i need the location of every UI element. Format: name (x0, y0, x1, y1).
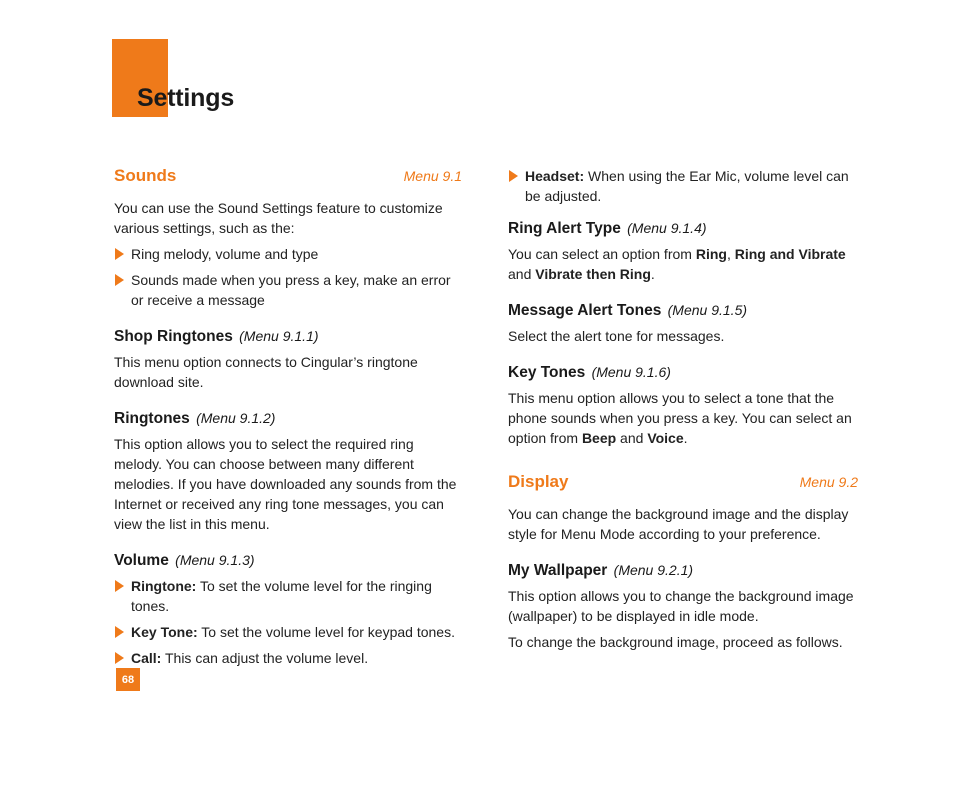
my-wallpaper-text-2: To change the background image, proceed as follows. (508, 634, 843, 650)
shop-ringtones-heading (114, 328, 462, 346)
key-tones-menu-ref: (Menu 9.1.6) (591, 364, 671, 380)
key-tones-heading (508, 364, 858, 382)
list-item (508, 166, 858, 206)
ringtones-heading (114, 410, 462, 428)
display-text: You can change the background image and the display style for Menu Mode according to your preference. (508, 506, 849, 542)
volume-heading (114, 552, 462, 570)
option-ring-and-vibrate: Ring and Vibrate (734, 246, 846, 262)
bullet-arrow-icon (115, 652, 124, 664)
headset-label: Headset: (525, 168, 585, 184)
message-alert-tones-title: Message Alert Tones (508, 302, 662, 319)
option-vibrate-then-ring: Vibrate then Ring (535, 266, 651, 282)
page-title: Settings (137, 84, 235, 112)
ring-alert-type-text (508, 244, 858, 284)
shop-ringtones-text: This menu option connects to Cingular’s ringtone download site. (114, 354, 418, 390)
list-item (114, 622, 462, 642)
ringtone-text: To set the volume level for the ringing tones. (131, 578, 432, 614)
bullet-arrow-icon (115, 626, 124, 638)
option-beep: Beep (581, 430, 617, 446)
my-wallpaper-title: My Wallpaper (508, 562, 608, 579)
key-tones-title: Key Tones (508, 364, 586, 381)
my-wallpaper-menu-ref: (Menu 9.2.1) (613, 562, 694, 578)
volume-title: Volume (114, 552, 169, 569)
ring-alert-type-menu-ref: (Menu 9.1.4) (627, 220, 707, 236)
sounds-section-header (114, 166, 462, 186)
message-alert-tones-heading (508, 302, 858, 320)
option-ring: Ring (695, 246, 727, 262)
list-item (114, 270, 462, 310)
shop-ringtones-title: Shop Ringtones (114, 328, 233, 345)
option-voice: Voice (647, 430, 684, 446)
sounds-menu-ref: Menu 9.1 (403, 168, 462, 184)
period: . (683, 430, 688, 446)
bullet-arrow-icon (115, 248, 124, 260)
separator: and (616, 430, 648, 446)
key-tones-lead: This menu option allows you to select a tone that the phone sounds when you press a key. You can select an option from (508, 390, 852, 446)
display-menu-ref: Menu 9.2 (799, 474, 858, 490)
key-tone-label: Key Tone: (131, 624, 198, 640)
right-column (508, 166, 858, 658)
display-title: Display (508, 472, 569, 491)
key-tone-text: To set the volume level for keypad tones. (197, 624, 455, 640)
shop-ringtones-menu-ref: (Menu 9.1.1) (239, 328, 319, 344)
ringtones-menu-ref: (Menu 9.1.2) (196, 410, 276, 426)
ring-alert-type-lead: You can select an option from (508, 246, 696, 262)
period: . (650, 266, 655, 282)
my-wallpaper-text-1: This option allows you to change the background image (wallpaper) to be displayed in idle mode. (508, 588, 854, 624)
list-item (114, 244, 462, 264)
ringtone-label: Ringtone: (131, 578, 197, 594)
ringtones-title: Ringtones (114, 410, 190, 427)
list-item (114, 576, 462, 616)
sounds-intro: You can use the Sound Settings feature to customize various settings, such as the: (114, 200, 443, 236)
bullet-text: Sounds made when you press a key, make an error or receive a message (131, 272, 451, 308)
sounds-title: Sounds (114, 166, 177, 185)
message-alert-tones-text: Select the alert tone for messages. (508, 328, 725, 344)
bullet-arrow-icon (115, 580, 124, 592)
key-tones-text (508, 388, 858, 448)
bullet-arrow-icon (509, 170, 518, 182)
message-alert-tones-menu-ref: (Menu 9.1.5) (667, 302, 748, 318)
headset-text: When using the Ear Mic, volume level can be adjusted. (525, 168, 849, 204)
left-column (114, 166, 462, 674)
list-item (114, 648, 462, 668)
separator: , (726, 246, 735, 262)
ring-alert-type-title: Ring Alert Type (508, 220, 621, 237)
call-text: This can adjust the volume level. (161, 650, 369, 666)
display-section-header (508, 472, 858, 492)
call-label: Call: (131, 650, 162, 666)
bullet-arrow-icon (115, 274, 124, 286)
my-wallpaper-heading (508, 562, 858, 580)
ringtones-text: This option allows you to select the required ring melody. You can choose between many different melodies. If you have downloaded any sounds from the Internet or received any ring tone messages, you can view the list in this menu. (114, 436, 457, 532)
page-number: 68 (116, 668, 140, 691)
bullet-text: Ring melody, volume and type (131, 246, 319, 262)
ring-alert-type-heading (508, 220, 858, 238)
separator: and (508, 266, 536, 282)
volume-menu-ref: (Menu 9.1.3) (175, 552, 255, 568)
